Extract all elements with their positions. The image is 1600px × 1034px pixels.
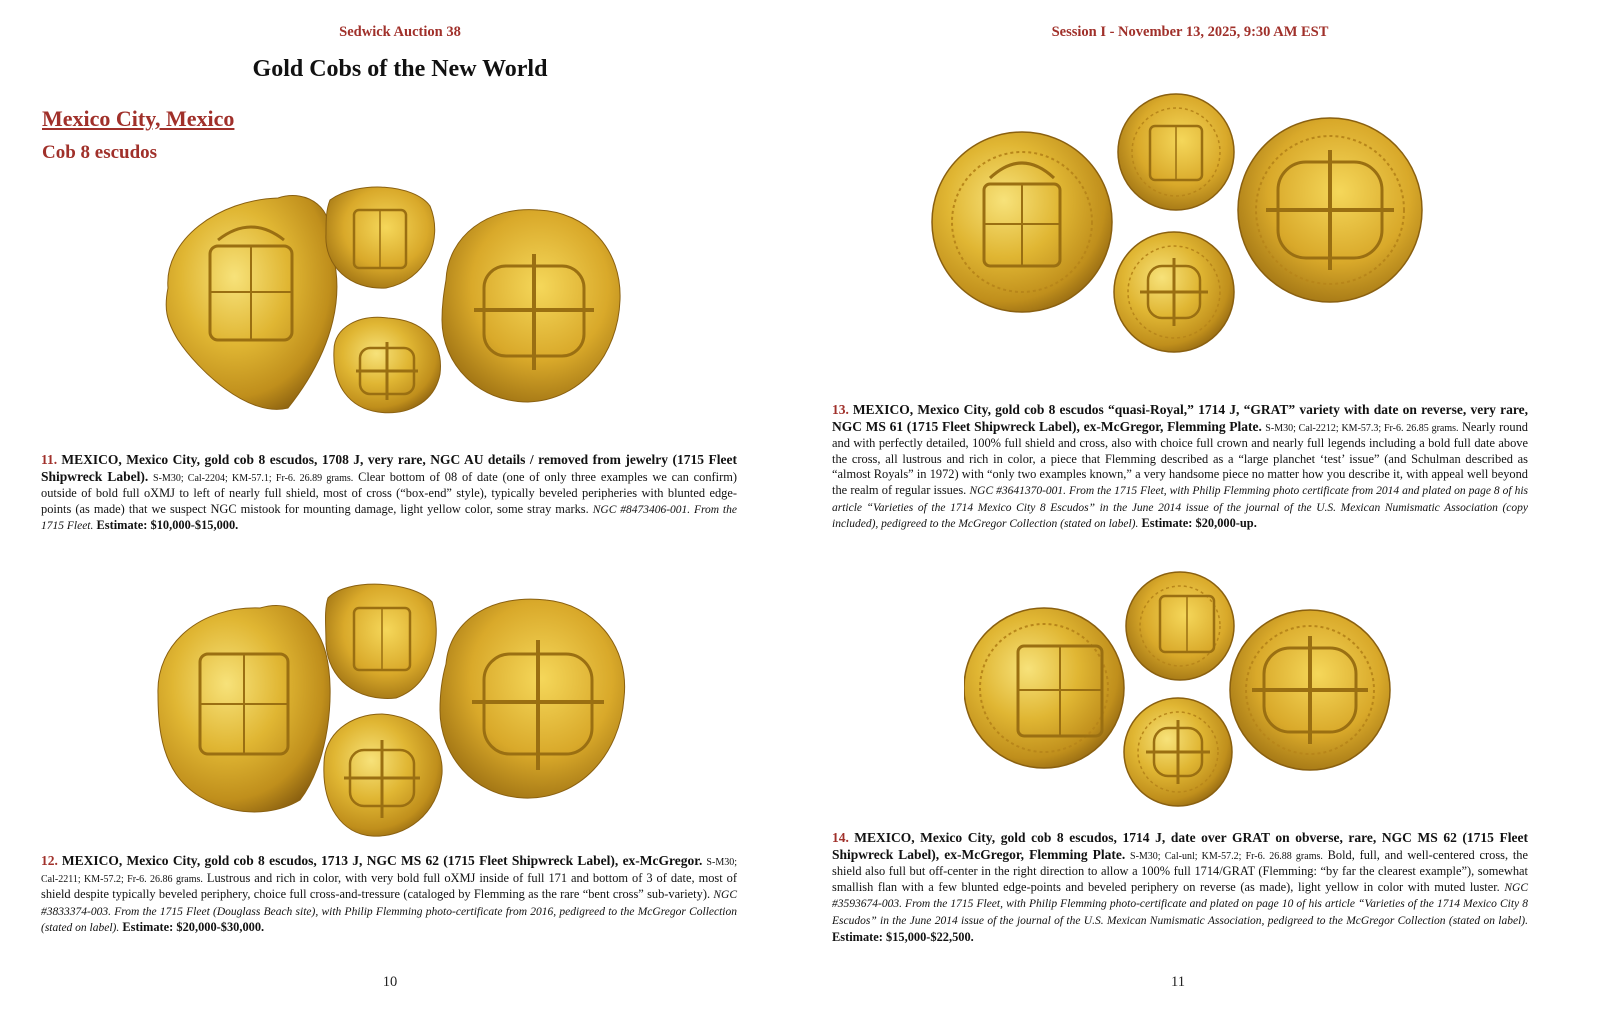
lot-number: 13.	[832, 402, 849, 417]
running-header-left: Sedwick Auction 38	[339, 24, 461, 40]
lot-description: Clear bottom of 08 of date (one of only three examples we can confirm) outside of bold full oXMJ to left of nearly full shield, most of cross (“box-end” style), typically beveled peripheries with blunted edge-points (as made) that we suspect NGC mistook for mounting damage, light yellow color, some stray marks.	[41, 469, 737, 516]
coin-icon	[150, 574, 630, 844]
lot-headline: MEXICO, Mexico City, gold cob 8 escudos, 1714 J, date over GRAT on obverse, rare, NGC MS 62 (1715 Fleet Shipwreck Label), ex-McGregor, Flemming Plate.	[832, 830, 1528, 862]
coin-icon	[964, 568, 1404, 818]
lot-number: 14.	[832, 830, 849, 845]
lot-references: S-M30; Cal-unl; KM-57.2; Fr-6. 26.88 grams.	[1130, 850, 1323, 862]
lot-estimate: Estimate: $10,000-$15,000.	[96, 518, 239, 533]
lot-14	[832, 830, 1528, 945]
coin-icon	[158, 180, 628, 420]
lot-11	[41, 452, 737, 535]
lot-headline: MEXICO, Mexico City, gold cob 8 escudos “quasi-Royal,” 1714 J, “GRAT” variety with date on reverse, very rare, NGC MS 61 (1715 Fleet Shipwreck Label), ex-McGregor, Flemming Plate.	[832, 402, 1528, 434]
lot-provenance: NGC #3641370-001. From the 1715 Fleet, with Philip Flemming photo certificate from 2014 and plated on page 8 of his article “Varieties of the 1714 Mexico City 8 Escudos” in the June 2014 issue of the journal of the U.S. Mexican Numismatic Association (copy included), pedigreed to the McGregor Collection (stated on label).	[832, 484, 1528, 531]
section-title: Mexico City, Mexico	[42, 106, 235, 131]
lot-references: S-M30; Cal-2212; KM-57.3; Fr-6. 26.85 grams.	[1265, 422, 1459, 434]
running-header-right: Session I - November 13, 2025, 9:30 AM EST	[1051, 24, 1329, 40]
section-subtitle: Cob 8 escudos	[42, 142, 158, 163]
lot-description: Lustrous and rich in color, with very bold full oXMJ inside of full 171 and bottom of 3 of date, most of shield despite typically beveled periphery, choice full cross-and-tressure (cataloged by Flemming as the rare “bent cross” sub-variety).	[41, 870, 737, 902]
lot-provenance: NGC #8473406-001. From the 1715 Fleet.	[41, 503, 737, 533]
lot-11-coin-photo	[158, 180, 628, 420]
lot-estimate: Estimate: $20,000-up.	[1141, 516, 1257, 531]
lot-headline: MEXICO, Mexico City, gold cob 8 escudos, 1708 J, very rare, NGC AU details / removed from jewelry (1715 Fleet Shipwreck Label).	[41, 452, 737, 484]
lot-estimate: Estimate: $20,000-$30,000.	[122, 920, 265, 935]
page-number-left: 10	[382, 974, 398, 990]
lot-references: S-M30; Cal-2211; KM-57.2; Fr-6. 26.86 grams.	[41, 857, 737, 885]
lot-description: Bold, full, and well-centered cross, the shield also full but off-center in the right direction to allow a 100% full 1714/GRAT (Flemming: “by far the clearest example”), somewhat smallish flan with a few blunted edge-points and beveled periphery on reverse (as made), light yellow in color with muted luster.	[832, 847, 1528, 894]
lot-estimate: Estimate: $15,000-$22,500.	[832, 929, 974, 944]
page-title: Gold Cobs of the New World	[252, 56, 548, 82]
lot-13-coin-photo	[930, 92, 1430, 362]
lot-13	[832, 402, 1528, 533]
lot-number: 11.	[41, 452, 58, 467]
lot-14-coin-photo	[964, 568, 1404, 818]
coin-icon	[930, 92, 1430, 362]
lot-number: 12.	[41, 853, 58, 868]
page-number-right: 11	[1171, 974, 1185, 990]
lot-references: S-M30; Cal-2204; KM-57.1; Fr-6. 26.89 grams.	[153, 472, 354, 484]
lot-12	[41, 853, 737, 937]
lot-12-coin-photo	[150, 574, 630, 844]
lot-description: Nearly round and with perfectly detailed, 100% full shield and cross, also with choice full crown and nearly full legends including a bold full date above the cross, all lustrous and rich in color, a piece that Flemming described as a “large planchet ‘test’ issue” (and Schulman described as “almost Royals” in 1972) with “only two examples known,” a very handsome piece no matter how you describe it, with appeal well beyond the realm of regular issues.	[832, 419, 1528, 497]
lot-provenance: NGC #3593674-003. From the 1715 Fleet, with Philip Flemming photo-certificate and plated on page 10 of his article “Varieties of the 1714 Mexico City 8 Escudos” in the June 2014 issue of the journal of the U.S. Mexican Numismatic Association, pedigreed to the McGregor Collection (stated on label).	[832, 881, 1528, 927]
lot-headline: MEXICO, Mexico City, gold cob 8 escudos, 1713 J, NGC MS 62 (1715 Fleet Shipwreck Label), ex-McGregor.	[61, 853, 703, 868]
right-page	[800, 0, 1600, 1034]
lot-provenance: NGC #3833374-003. From the 1715 Fleet (Douglass Beach site), with Philip Flemming photo-certificate from 2016, pedigreed to the McGregor Collection (stated on label).	[41, 889, 737, 935]
